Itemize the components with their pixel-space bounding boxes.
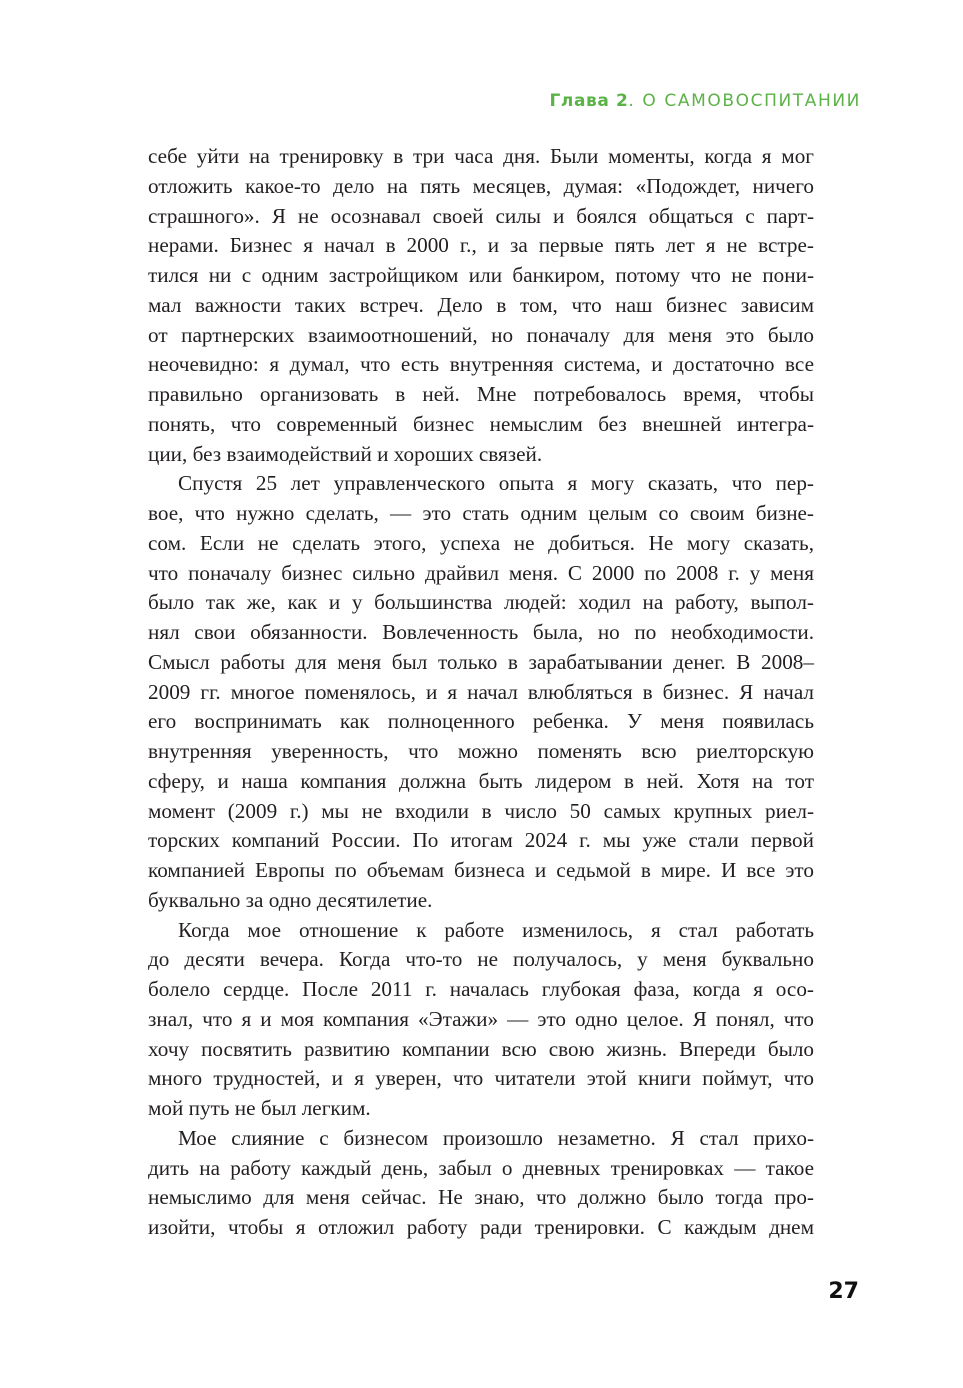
text-line: правильно организовать в ней. Мне потребовалось время, чтобы (148, 382, 814, 406)
text-line: его воспринимать как полноценного ребенка. У меня появилась (148, 709, 814, 734)
text-line: момент (2009 г.) мы не входили в число 50 самых крупных риел- (148, 798, 814, 823)
paragraph (148, 1124, 814, 1243)
text-line: ции, без взаимодействий и хороших связей. (148, 441, 543, 466)
text-line: дить на работу каждый день, забыл о дневных тренировках — такое (148, 1155, 814, 1180)
text-line: мал важности таких встреч. Дело в том, что наш бизнес зависим (148, 292, 814, 317)
text-line: нял свои обязанности. Вовлеченность была, но по необходимости. (148, 620, 814, 644)
page-number: 27 (828, 1279, 859, 1304)
text-line: отложить какое-то дело на пять месяцев, думая: «Подождет, ничего (148, 173, 814, 198)
text-line: компанией Европы по объемам бизнеса и седьмой в мире. И все это (148, 858, 814, 882)
text-line: Спустя 25 лет управленческого опыта я могу сказать, что пер- (178, 471, 814, 496)
text-line: страшного». Я не осознавал своей силы и боялся общаться с парт- (148, 203, 814, 228)
body-text (148, 142, 814, 1243)
text-line: до десяти вечера. Когда что-то не получалось, у меня буквально (148, 947, 814, 972)
text-line: торских компаний России. По итогам 2024 г. мы уже стали первой (148, 828, 814, 853)
text-line: немыслимо для меня сейчас. Не знаю, что должно было тогда про- (148, 1185, 814, 1210)
paragraph (148, 916, 814, 1124)
text-line: что поначалу бизнес сильно драйвил меня. С 2000 по 2008 г. у меня (148, 560, 814, 585)
text-line: вое, что нужно сделать, — это стать одним целым со своим бизне- (148, 501, 814, 525)
text-line: много трудностей, и я уверен, что читатели этой книги поймут, что (148, 1066, 814, 1091)
text-line: Когда мое отношение к работе изменилось, я стал работать (178, 917, 814, 942)
text-line: хочу посвятить развитию компании всю свою жизнь. Впереди было (148, 1036, 814, 1061)
text-line: Смысл работы для меня был только в зарабатывании денег. В 2008– (148, 649, 814, 674)
text-line: было так же, как и у большинства людей: ходил на работу, выпол- (148, 590, 814, 615)
chapter-label: Глава 2 (549, 91, 629, 111)
running-head (549, 90, 861, 112)
chapter-title: О САМОВОСПИТАНИИ (642, 91, 861, 111)
text-line: внутренняя уверенность, что можно поменять всю риелторскую (148, 739, 814, 763)
paragraph (148, 469, 814, 915)
text-line: неочевидно: я думал, что есть внутренняя система, и достаточно все (148, 352, 814, 377)
text-line: мой путь не был легким. (148, 1096, 371, 1120)
text-line: знал, что я и моя компания «Этажи» — это одно целое. Я понял, что (148, 1006, 814, 1031)
text-line: изойти, чтобы я отложил работу ради тренировки. С каждым днем (148, 1215, 814, 1239)
text-line: нерами. Бизнес я начал в 2000 г., и за первые пять лет я не встре- (148, 233, 814, 258)
text-line: сферу, и наша компания должна быть лидером в ней. Хотя на тот (148, 768, 814, 793)
text-line: понять, что современный бизнес немыслим без внешней интегра- (148, 411, 814, 436)
text-line: себе уйти на тренировку в три часа дня. Были моменты, когда я мог (148, 144, 814, 168)
paragraph (148, 142, 814, 469)
text-line: буквально за одно десятилетие. (148, 887, 433, 912)
text-line: тился ни с одним застройщиком или банкиром, потому что не пони- (148, 263, 814, 287)
running-head-separator: . (628, 91, 643, 111)
text-line: 2009 гг. многое поменялось, и я начал влюбляться в бизнес. Я начал (148, 679, 814, 704)
text-line: сом. Если не сделать этого, успеха не добиться. Не могу сказать, (148, 530, 814, 555)
text-line: болело сердце. После 2011 г. началась глубокая фаза, когда я осо- (148, 977, 814, 1001)
text-line: от партнерских взаимоотношений, но поначалу для меня это было (148, 322, 814, 347)
text-line: Мое слияние с бизнесом произошло незаметно. Я стал прихо- (178, 1125, 814, 1150)
